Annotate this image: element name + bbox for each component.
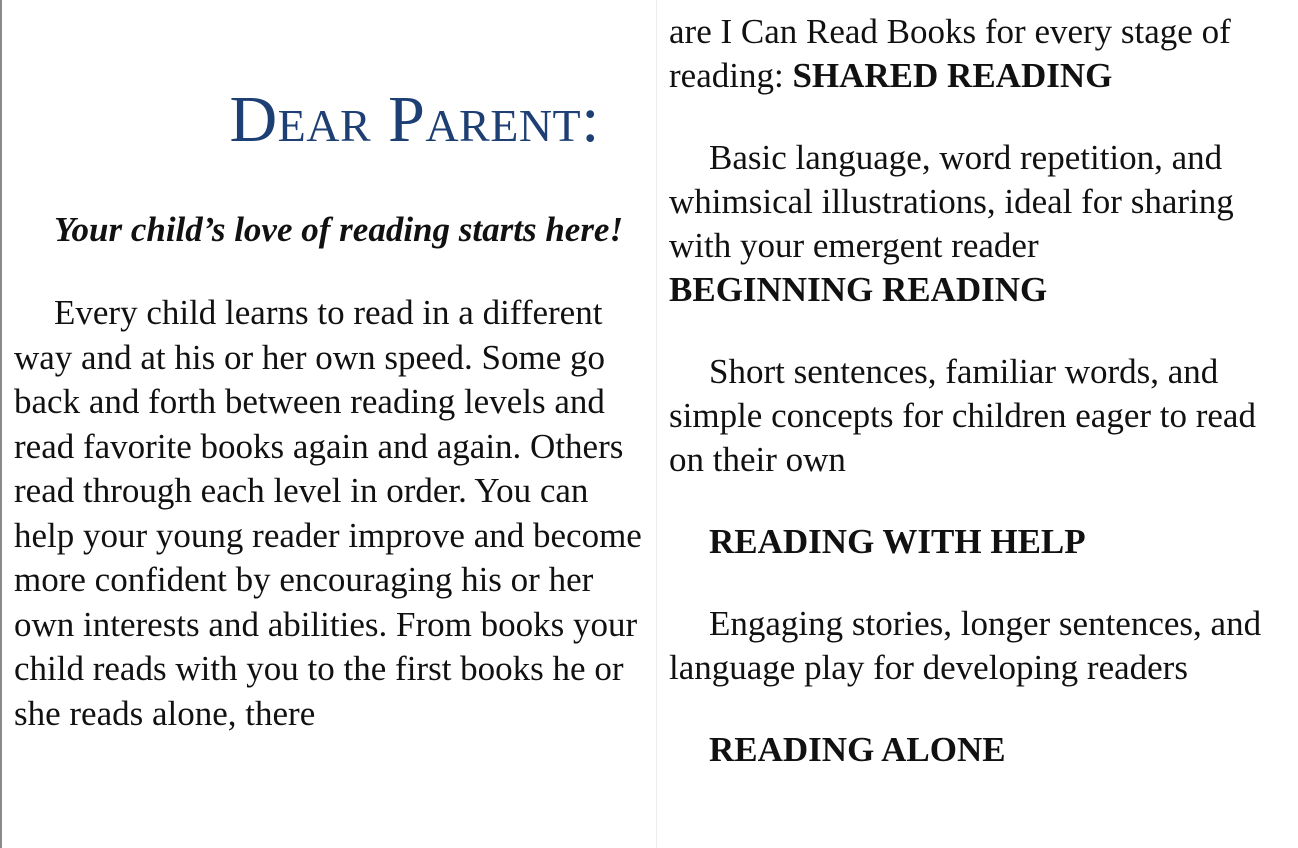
intro-paragraph: Every child learns to read in a different way and at his or her own speed. Some go back and forth between reading levels and read favorite books again and again. Others read through each level in order. You can help your young reader improve and become more confident by encouraging his or her own interests and abilities. From books your child reads with you to the first books he or she reads alone, there <box>14 293 642 733</box>
level-description-beginning-reading: Short sentences, familiar words, and simple concepts for children eager to read on their own <box>669 352 1256 479</box>
level-name-beginning-reading: BEGINNING READING <box>669 270 1048 309</box>
right-page <box>657 0 1298 848</box>
level-description-reading-with-help: Engaging stories, longer sentences, and language play for developing readers <box>669 604 1262 687</box>
continuation-paragraph <box>669 10 1296 98</box>
tagline: Your child’s love of reading starts here! <box>54 210 624 249</box>
level-name-reading-with-help: READING WITH HELP <box>709 522 1086 561</box>
continuation-text: are I Can Read Books for every stage of reading: <box>669 12 1231 95</box>
level-name-shared-reading: SHARED READING <box>792 56 1113 95</box>
level-description-shared-reading <box>669 136 1296 312</box>
level-description-text: Basic language, word repetition, and whimsical illustrations, ideal for sharing with your emergent reader <box>669 138 1234 265</box>
level-name-reading-alone: READING ALONE <box>709 730 1006 769</box>
left-page <box>2 0 656 848</box>
page-title: Dear Parent: <box>229 83 600 156</box>
